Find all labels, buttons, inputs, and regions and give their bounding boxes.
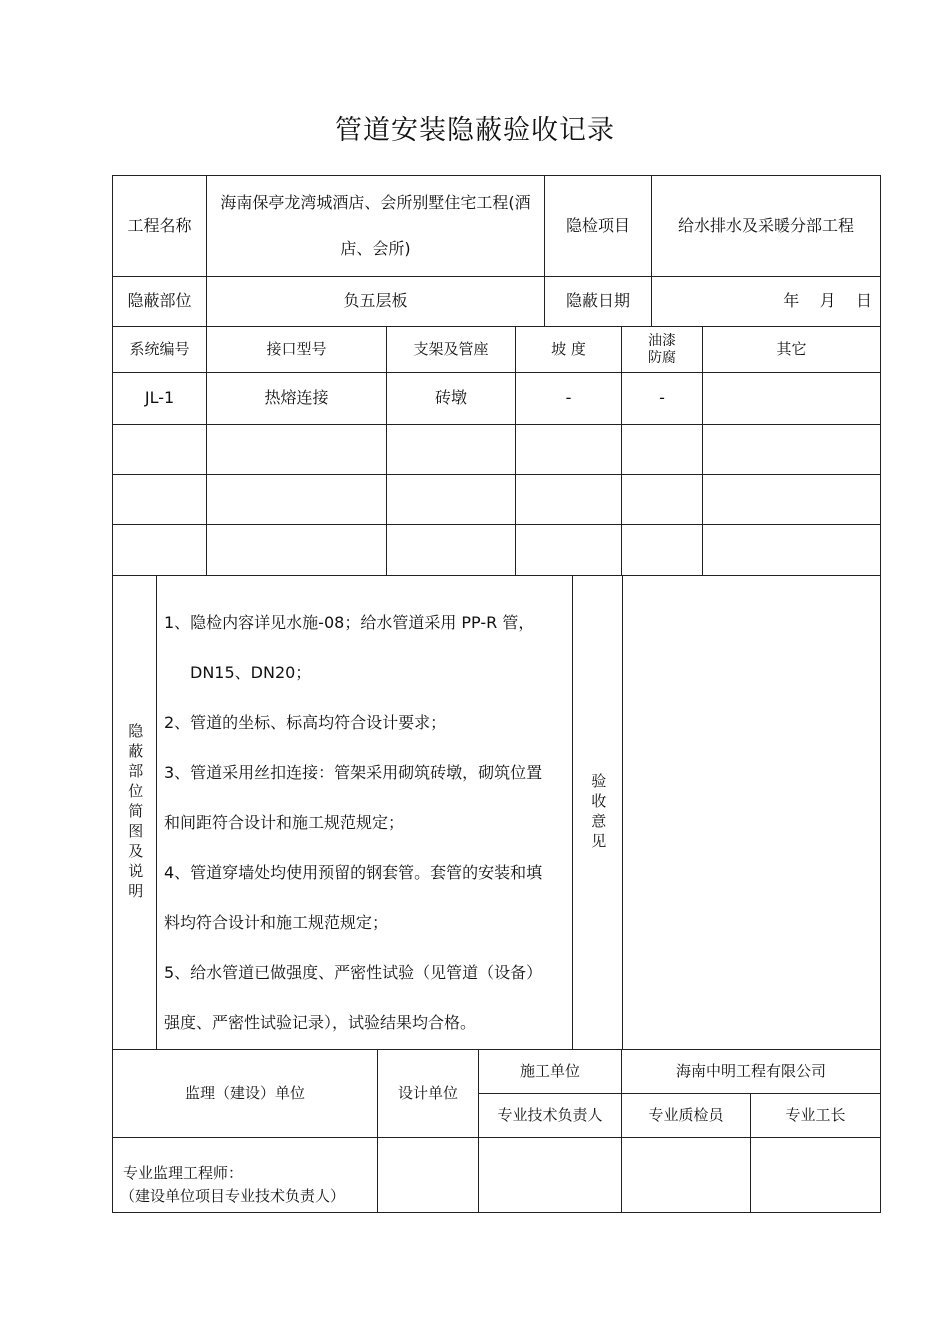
description-line: 强度、严密性试验记录），试验结果均合格。 — [164, 1013, 477, 1032]
description-line: 3、管道采用丝扣连接：管架采用砌筑砖墩，砌筑位置 — [164, 763, 543, 782]
design-unit-label: 设计单位 — [397, 1083, 458, 1102]
description-line: 2、管道的坐标、标高均符合设计要求； — [164, 713, 447, 732]
hidden-date-value: 年 月 日 — [783, 291, 872, 311]
construction-unit-value: 海南中明工程有限公司 — [675, 1061, 826, 1080]
table-line — [622, 575, 623, 1049]
table-line — [112, 1212, 881, 1213]
hidden-part-value: 负五层板 — [343, 291, 408, 311]
description-line: DN15、DN20； — [190, 663, 312, 682]
project-name-line2: 店、会所) — [340, 239, 411, 258]
hidden-part-label: 隐蔽部位 — [127, 291, 192, 311]
description-label: 隐蔽部位简图及说明 — [126, 722, 145, 903]
foreman-label: 专业工长 — [785, 1105, 846, 1124]
table-line — [112, 575, 881, 576]
table-cell: 砖墩 — [434, 388, 467, 408]
description-line: 5、给水管道已做强度、严密性试验（见管道（设备） — [164, 963, 543, 982]
table-cell — [703, 373, 880, 424]
engineer-line2: （建设单位项目专业技术负责人） — [120, 1186, 346, 1205]
table-line — [880, 175, 881, 1213]
table-line — [156, 575, 157, 1049]
inspect-item-value: 给水排水及采暖分部工程 — [677, 215, 854, 235]
col-header-support: 支架及管座 — [413, 339, 489, 358]
page-title: 管道安装隐蔽验收记录 — [335, 115, 615, 146]
inspect-item-label: 隐检项目 — [565, 215, 630, 235]
construction-unit-label: 施工单位 — [519, 1061, 580, 1080]
table-cell: - — [659, 388, 665, 408]
table-line — [112, 424, 881, 425]
table-cell: - — [565, 388, 572, 408]
table-line — [112, 524, 881, 525]
table-cell: 热熔连接 — [264, 388, 329, 408]
description-line: 料均符合设计和施工规范规定； — [164, 913, 389, 932]
hidden-date-label: 隐蔽日期 — [565, 291, 630, 311]
table-line — [112, 474, 881, 475]
engineer-line1: 专业监理工程师： — [123, 1163, 244, 1182]
tech-lead-label: 专业技术负责人 — [497, 1105, 603, 1124]
description-line: 1、隐检内容详见水施-08；给水管道采用 PP-R 管， — [164, 613, 535, 632]
project-name-label: 工程名称 — [127, 215, 192, 235]
acceptance-label: 验收意见 — [589, 772, 608, 853]
supervision-unit-label: 监理（建设）单位 — [184, 1083, 305, 1102]
supervising-engineer-text — [113, 1138, 377, 1212]
col-header-slope: 坡 度 — [551, 339, 586, 358]
qc-inspector-label: 专业质检员 — [648, 1105, 724, 1124]
col-header-paint: 油漆 防腐 — [648, 332, 676, 366]
col-header-joint-type: 接口型号 — [266, 339, 327, 358]
col-header-other: 其它 — [776, 339, 807, 358]
description-text — [164, 598, 570, 1048]
project-name-line1: 海南保亭龙湾城酒店、会所别墅住宅工程(酒 — [220, 193, 531, 212]
table-cell: JL-1 — [144, 388, 175, 408]
col-header-system-no: 系统编号 — [129, 339, 190, 358]
description-line: 和间距符合设计和施工规范规定； — [164, 813, 405, 832]
description-line: 4、管道穿墙处均使用预留的钢套管。套管的安装和填 — [164, 863, 543, 882]
project-name-value — [207, 176, 544, 276]
